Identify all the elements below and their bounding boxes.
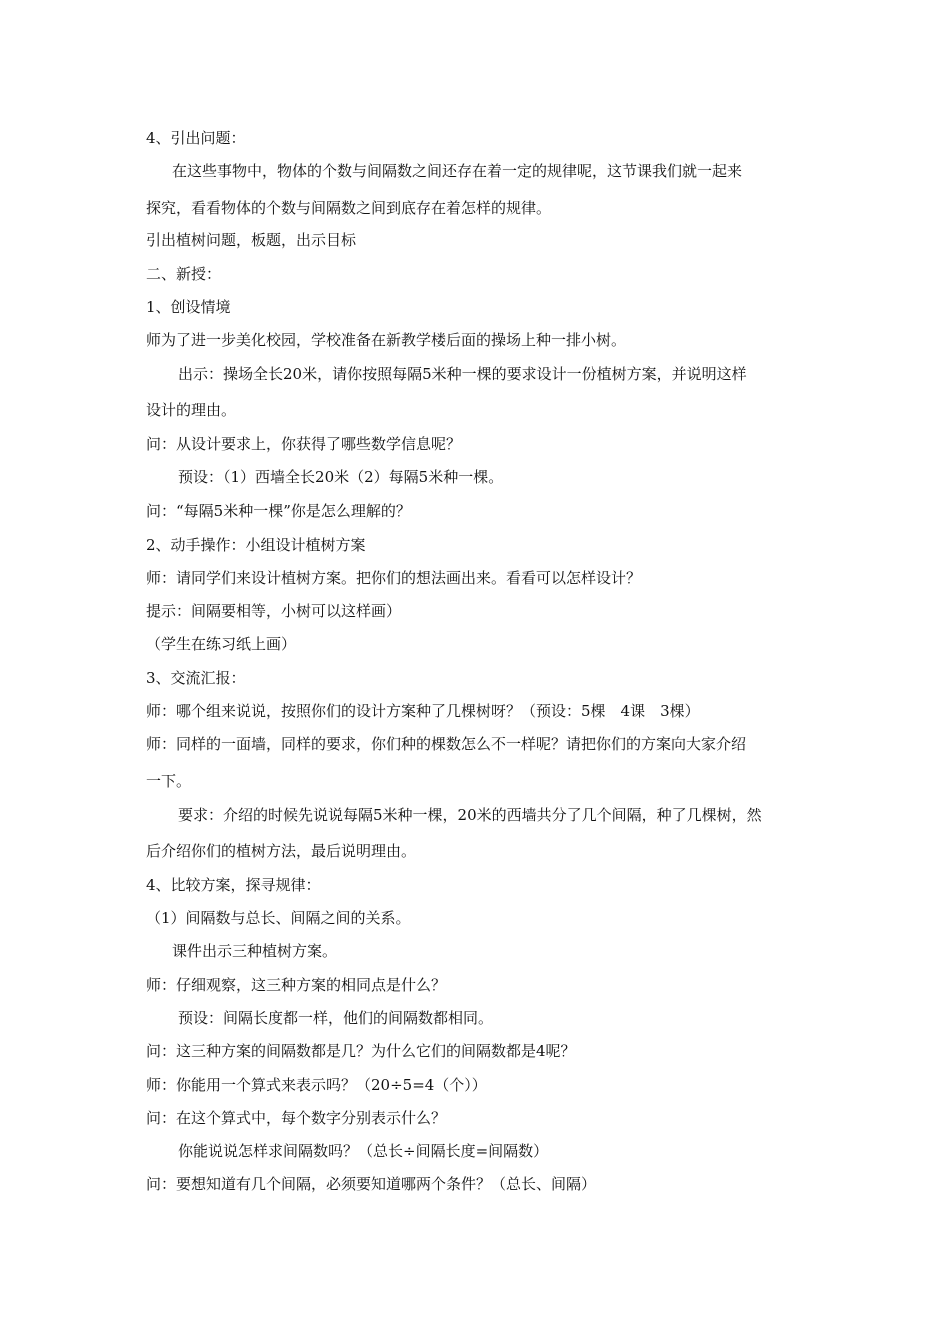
paragraph-line: 引出植树问题，板题，出示目标 [146,231,357,249]
paragraph-line: 师：哪个组来说说，按照你们的设计方案种了几棵树呀？（预设：5棵 4课 3棵） [146,702,700,720]
section-heading-new-lesson: 二、新授： [146,265,222,283]
paragraph-line: 预设：间隔长度都一样，他们的间隔数都相同。 [178,1009,494,1027]
paragraph-line: （1）间隔数与总长、间隔之间的关系。 [146,909,411,927]
paragraph-line: 问：从设计要求上，你获得了哪些数学信息呢？ [146,435,462,453]
paragraph-line: 问：在这个算式中，每个数字分别表示什么？ [146,1109,447,1127]
section-heading-hands-on: 2、动手操作：小组设计植树方案 [146,536,366,554]
paragraph-line: 后介绍你们的植树方法，最后说明理由。 [146,842,417,860]
paragraph-line: 师为了进一步美化校园，学校准备在新教学楼后面的操场上种一排小树。 [146,331,627,349]
paragraph-line: 要求：介绍的时候先说说每隔5米种一棵，20米的西墙共分了几个间隔，种了几棵树，然 [178,806,762,824]
paragraph-line: 问：要想知道有几个间隔，必须要知道哪两个条件？（总长、间隔） [146,1175,597,1193]
paragraph-line: 你能说说怎样求间隔数吗？（总长÷间隔长度=间隔数） [178,1142,549,1160]
section-heading-raise-question: 4、引出问题： [146,129,246,147]
section-heading-report: 3、交流汇报： [146,669,246,687]
section-heading-scenario: 1、创设情境 [146,298,231,316]
paragraph-line: 探究，看看物体的个数与间隔数之间到底存在着怎样的规律。 [146,199,552,217]
paragraph-line: 问：这三种方案的间隔数都是几？为什么它们的间隔数都是4呢？ [146,1042,576,1060]
paragraph-line: 师：请同学们来设计植树方案。把你们的想法画出来。看看可以怎样设计？ [146,569,642,587]
paragraph-line: 课件出示三种植树方案。 [172,942,338,960]
paragraph-line: 出示：操场全长20米，请你按照每隔5米种一棵的要求设计一份植树方案，并说明这样 [178,365,747,383]
paragraph-line: 问：“每隔5米种一棵”你是怎么理解的？ [146,502,411,520]
paragraph-line: 预设：（1）西墙全长20米（2）每隔5米种一棵。 [178,468,504,486]
paragraph-line: 提示：间隔要相等，小树可以这样画） [146,602,402,620]
paragraph-line: 师：你能用一个算式来表示吗？（20÷5=4（个）） [146,1076,487,1094]
paragraph-line: 师：同样的一面墙，同样的要求，你们种的棵数怎么不一样呢？请把你们的方案向大家介绍 [146,735,747,753]
paragraph-line: 设计的理由。 [146,401,237,419]
paragraph-line: 师：仔细观察，这三种方案的相同点是什么？ [146,976,447,994]
paragraph-line: （学生在练习纸上画） [146,635,297,653]
section-heading-compare: 4、比较方案，探寻规律： [146,876,321,894]
paragraph-line: 一下。 [146,772,192,790]
paragraph-line: 在这些事物中，物体的个数与间隔数之间还存在着一定的规律呢，这节课我们就一起来 [172,162,743,180]
